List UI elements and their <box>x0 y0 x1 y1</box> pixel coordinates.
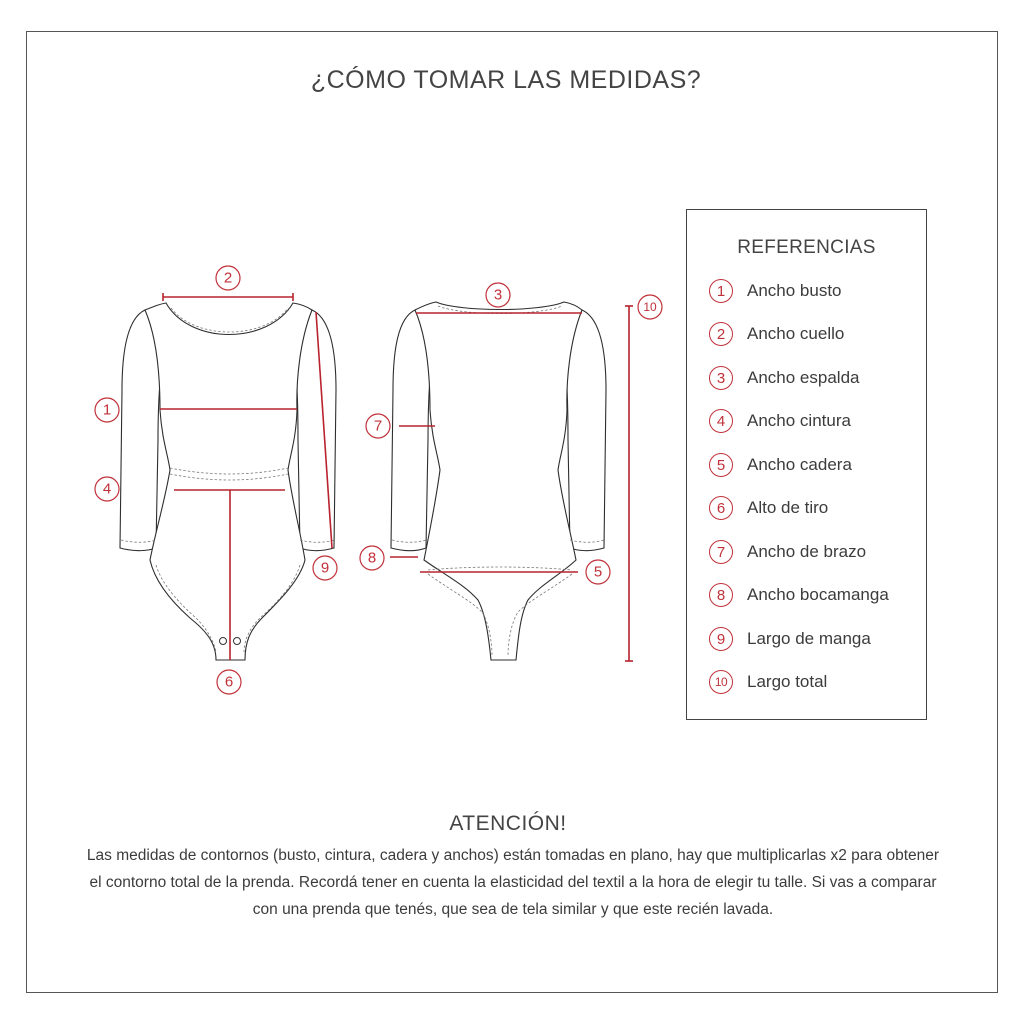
references-legend <box>686 209 927 720</box>
callout-7 <box>366 414 390 438</box>
ref-label: Alto de tiro <box>747 498 829 517</box>
ref-number-badge: 7 <box>709 540 733 564</box>
ref-label: Ancho cadera <box>747 455 852 474</box>
legend-item-alto-de-tiro <box>709 495 828 521</box>
callout-9 <box>313 556 337 580</box>
ref-number-badge: 8 <box>709 583 733 607</box>
ref-label: Ancho cintura <box>747 411 851 430</box>
page-title: ¿CÓMO TOMAR LAS MEDIDAS? <box>310 66 702 94</box>
legend-item-ancho-de-brazo <box>709 539 866 565</box>
svg-text:3: 3 <box>493 286 503 304</box>
svg-text:9: 9 <box>320 559 330 577</box>
ref-number-badge: 3 <box>709 366 733 390</box>
callout-8 <box>360 546 384 570</box>
ref-number-badge: 4 <box>709 409 733 433</box>
legend-item-largo-total <box>709 669 827 695</box>
ref-number-badge: 9 <box>709 627 733 651</box>
svg-text:10: 10 <box>643 300 657 314</box>
callout-3 <box>486 283 510 307</box>
ref-number-badge: 2 <box>709 322 733 346</box>
callout-2 <box>216 266 240 290</box>
callout-1 <box>95 398 119 422</box>
ref-number-badge: 5 <box>709 453 733 477</box>
legend-item-ancho-cuello <box>709 321 844 347</box>
svg-text:1: 1 <box>102 401 112 419</box>
legend-title: REFERENCIAS <box>737 237 876 258</box>
ref-number-badge: 6 <box>709 496 733 520</box>
callout-5 <box>586 560 610 584</box>
legend-item-ancho-cadera <box>709 452 852 478</box>
svg-text:8: 8 <box>367 549 377 567</box>
svg-text:7: 7 <box>373 417 383 435</box>
back-bodysuit-illustration <box>391 302 606 660</box>
ref-label: Ancho cuello <box>747 324 845 343</box>
svg-text:2: 2 <box>223 269 233 287</box>
svg-text:5: 5 <box>593 563 603 581</box>
attention-body: Las medidas de contornos (busto, cintura, cadera y anchos) están tomadas en plano, hay que multiplicarlas x2 para obtener el contorno total de la prenda. Recordá tener en cuenta la elasticidad del textil a la hora de elegir tu talle. Si vas a comparar con una prenda que tenés, que sea de tela similar y que este recién lavada. <box>86 847 940 918</box>
ref-label: Ancho busto <box>747 281 842 300</box>
ref-number-badge: 10 <box>709 670 733 694</box>
ref-label: Largo total <box>747 672 828 691</box>
svg-text:6: 6 <box>224 673 234 691</box>
legend-item-ancho-cintura <box>709 408 851 434</box>
legend-item-ancho-busto <box>709 278 842 304</box>
legend-item-ancho-bocamanga <box>709 582 889 608</box>
ref-label: Largo de manga <box>747 629 871 648</box>
callout-4 <box>95 477 119 501</box>
callout-6 <box>217 670 241 694</box>
ref-number-badge: 1 <box>709 279 733 303</box>
ref-label: Ancho bocamanga <box>747 585 889 604</box>
legend-item-largo-de-manga <box>709 626 871 652</box>
callout-10 <box>638 295 662 319</box>
ref-label: Ancho de brazo <box>747 542 867 561</box>
ref-label: Ancho espalda <box>747 368 860 387</box>
svg-text:4: 4 <box>102 480 112 498</box>
attention-title: ATENCIÓN! <box>449 812 567 835</box>
legend-item-ancho-espalda <box>709 365 859 391</box>
front-bodysuit-illustration <box>120 303 336 660</box>
